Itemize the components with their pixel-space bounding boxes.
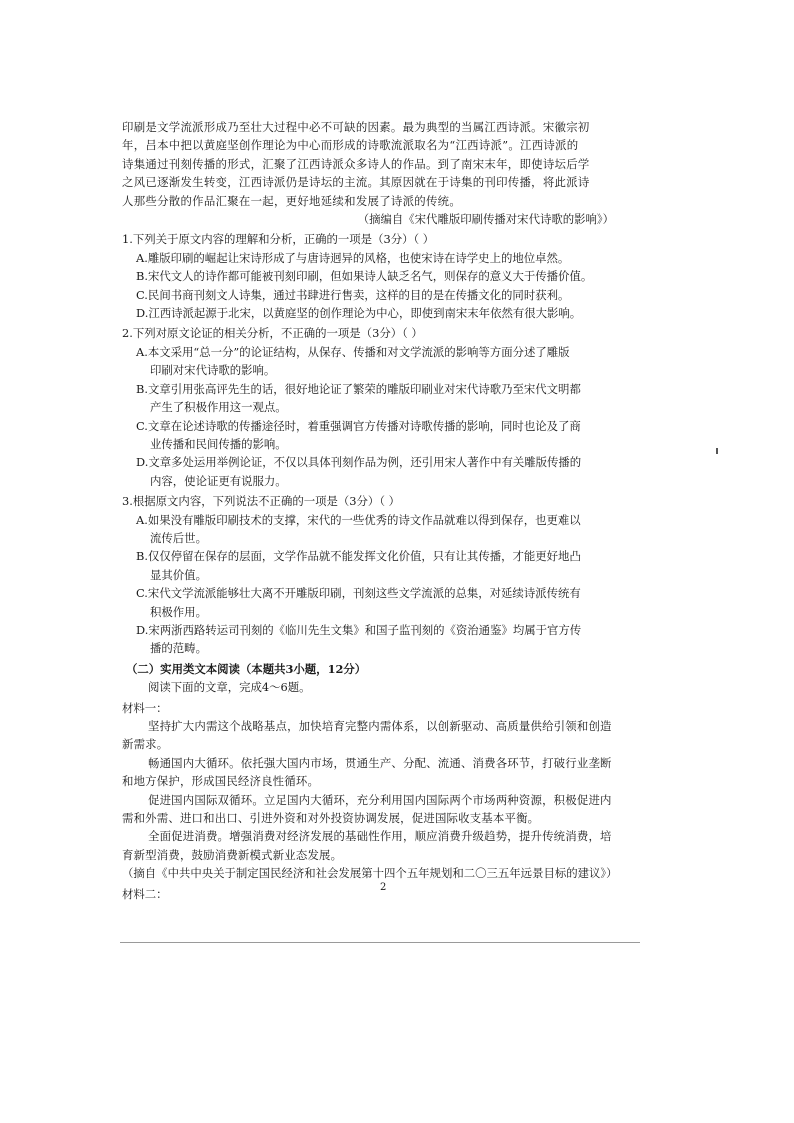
passage-line: 印刷是文学流派形成乃至壮大过程中必不可缺的因素。最为典型的当属江西诗派。宋徽宗初	[122, 120, 590, 134]
question-1	[122, 230, 618, 322]
option-c-line2: 积极作用。	[150, 604, 207, 619]
question-2	[122, 324, 618, 490]
material-1-paragraph: 促进国内国际双循环。立足国内大循环，充分利用国内国际两个市场两种资源，积极促进内需和外需、进口和出口、引进外资和对外投资协调发展，促进国际收支基本平衡。	[122, 792, 612, 826]
section-instruction: 阅读下面的文章，完成4～6题。	[148, 680, 311, 695]
passage-excerpt	[122, 118, 618, 228]
option-c: C.民间书商刊刻文人诗集，通过书肆进行售卖，这样的目的是在传播文化的同时获利。	[136, 287, 570, 302]
question-stem: 3.根据原文内容，下列说法不正确的一项是（3分）（ ）	[122, 494, 401, 509]
option-a-line2: 流传后世。	[150, 530, 207, 545]
material-1-paragraph: 畅通国内大循环。依托强大国内市场，贯通生产、分配、流通、消费各环节，打破行业垄断和地方保护，形成国民经济良性循环。	[122, 755, 612, 789]
option-c	[136, 584, 618, 621]
option-b-line2: 产生了积极作用这一观点。	[150, 400, 287, 415]
section-practical-reading	[122, 660, 618, 903]
question-3	[122, 492, 618, 658]
option-a-line2: 印刷对宋代诗歌的影响。	[150, 363, 276, 378]
option-c-line1: C.宋代文学流派能够壮大离不开雕版印刷，刊刻这些文学流派的总集，对延续诗派传统有	[136, 586, 581, 601]
option-b	[136, 380, 618, 417]
option-a	[136, 511, 618, 548]
option-c	[136, 417, 618, 454]
scan-fold-line	[120, 942, 640, 943]
option-b	[136, 547, 618, 584]
question-stem: 1.下列关于原文内容的理解和分析，正确的一项是（3分）（ ）	[122, 232, 435, 247]
option-d	[136, 453, 618, 490]
passage-line: 之风已逐渐发生转变，江西诗派仍是诗坛的主流。其原因就在于诗集的刊印传播，将此派诗	[122, 175, 590, 190]
material-1-source: （摘自《中共中央关于制定国民经济和社会发展第十四个五年规划和二〇三五年远景目标的建议》）	[122, 866, 618, 881]
material-1-paragraph: 全面促进消费。增强消费对经济发展的基础性作用，顺应消费升级趋势，提升传统消费，培育新型消费，鼓励消费新模式新业态发展。	[122, 829, 612, 862]
option-a: A.雕版印刷的崛起让宋诗形成了与唐诗迥异的风格，也使宋诗在诗学史上的地位卓然。	[136, 250, 570, 265]
option-c-line2: 业传播和民间传播的影响。	[150, 436, 287, 451]
option-d-line2: 播的范畴。	[150, 641, 207, 656]
option-b-line2: 显其价值。	[150, 567, 207, 582]
option-c-line1: C.文章在论述诗歌的传播途径时，着重强调官方传播对诗歌传播的影响，同时也论及了商	[136, 418, 581, 433]
option-d	[136, 621, 618, 658]
option-a	[136, 343, 618, 380]
scan-speck	[716, 448, 718, 454]
material-1-paragraph: 坚持扩大内需这个战略基点，加快培育完整内需体系，以创新驱动、高质量供给引领和创造新需求。	[122, 719, 612, 752]
option-d: D.江西诗派起源于北宋，以黄庭坚的创作理论为中心，即使到南宋末年依然有很大影响。	[136, 306, 582, 321]
option-a-line1: A.如果没有雕版印刷技术的支撑，宋代的一些优秀的诗文作品就难以得到保存，也更难以	[136, 512, 581, 527]
passage-line: 年，吕本中把以黄庭坚创作理论为中心而形成的诗歌流派取名为“江西诗派”。江西诗派的	[122, 138, 579, 153]
page-content	[122, 118, 618, 903]
passage-source: （摘编自《宋代雕版印刷传播对宋代诗歌的影响》）	[357, 212, 614, 227]
passage-line: 人那些分散的作品汇聚在一起，更好地延续和发展了诗派的传统。	[122, 193, 462, 208]
passage-line: 诗集通过刊刻传播的形式，汇聚了江西诗派众多诗人的作品。到了南宋末年，即使诗坛后学	[122, 156, 590, 171]
option-d-line2: 内容，使论证更有说服力。	[150, 473, 287, 488]
page-number: 2	[380, 882, 387, 893]
option-b-line1: B.文章引用张高评先生的话，很好地论证了繁荣的雕版印刷业对宋代诗歌乃至宋代文明都	[136, 381, 581, 396]
material-2-label: 材料二：	[122, 886, 168, 901]
question-stem: 2.下列对原文论证的相关分析，不正确的一项是（3分）（ ）	[122, 326, 423, 341]
section-heading: （二）实用类文本阅读（本题共3小题，12分）	[126, 661, 367, 676]
option-a-line1: A.本文采用“总一分”的论证结构，从保存、传播和对文学流派的影响等方面分述了雕版	[136, 344, 570, 359]
material-1-label: 材料一：	[122, 700, 168, 715]
option-d-line1: D.文章多处运用举例论证，不仅以具体刊刻作品为例，还引用宋人著作中有关雕版传播的	[136, 455, 582, 470]
option-b: B.宋代文人的诗作都可能被刊刻印刷，但如果诗人缺乏名气，则保存的意义大于传播价值。	[136, 269, 593, 284]
option-b-line1: B.仅仅停留在保存的层面，文学作品就不能发挥文化价值，只有让其传播，才能更好地凸	[136, 549, 581, 564]
option-d-line1: D.宋两浙西路转运司刊刻的《临川先生文集》和国子监刊刻的《资治通鉴》均属于官方传	[136, 622, 582, 637]
